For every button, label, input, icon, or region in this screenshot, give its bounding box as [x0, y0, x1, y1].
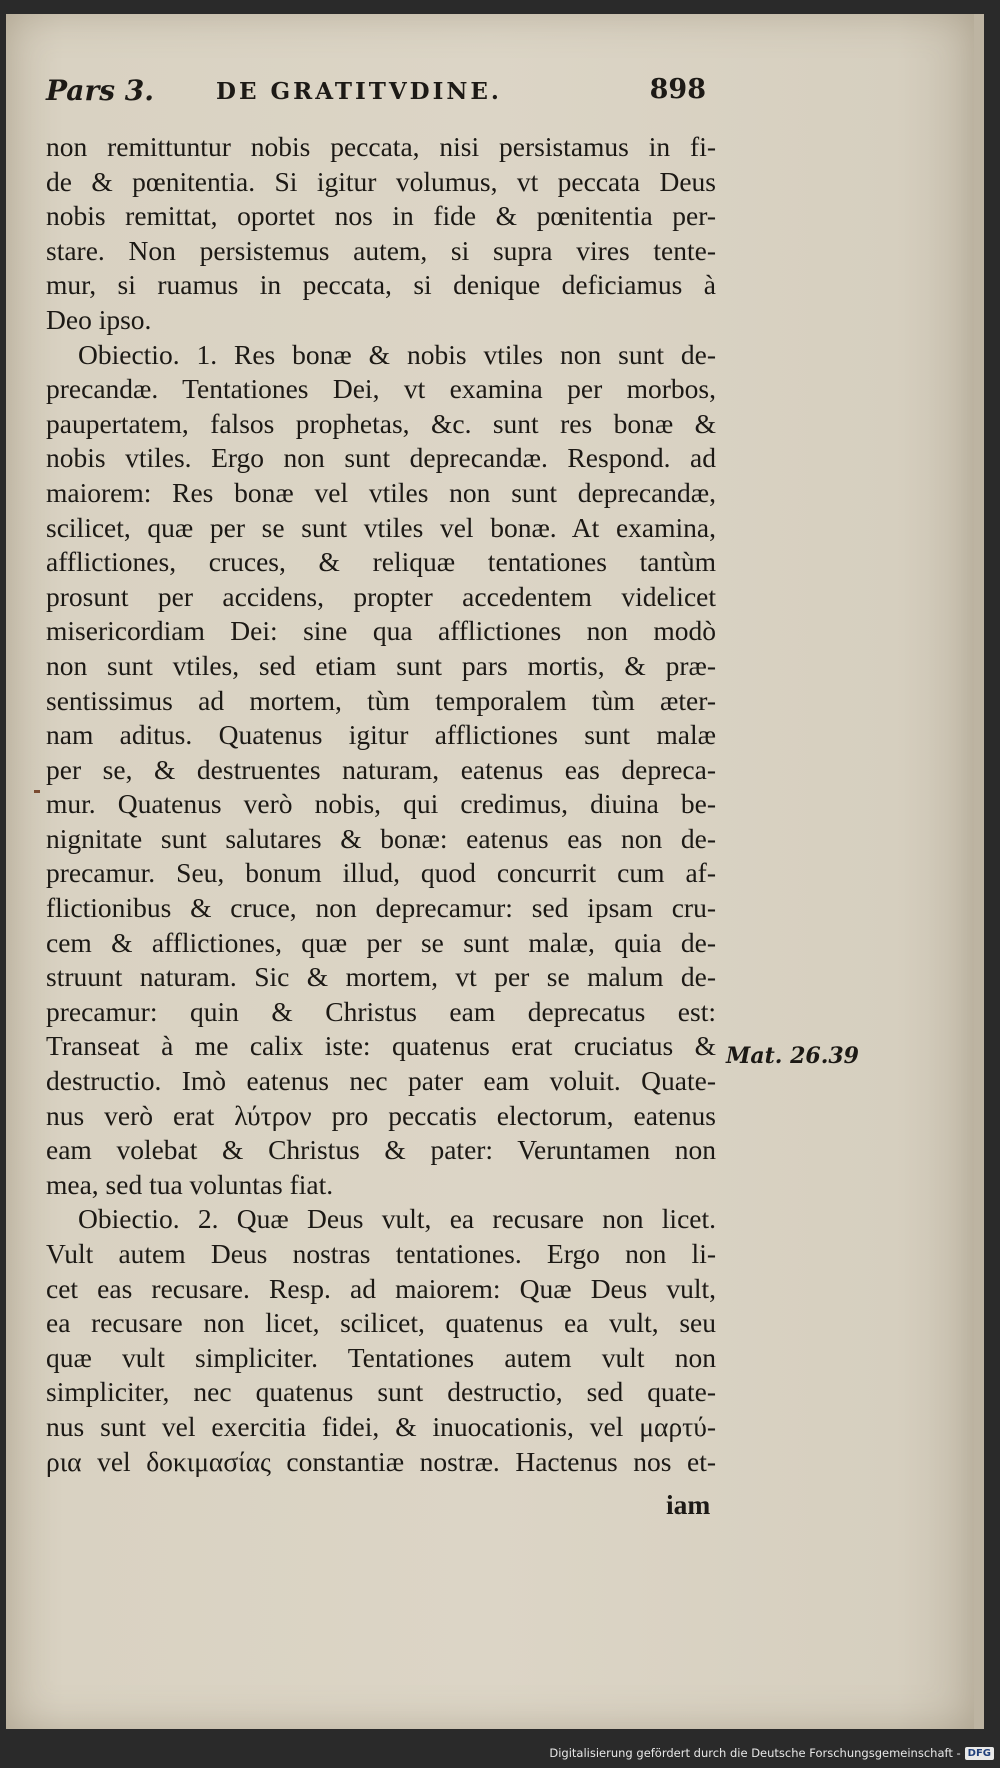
text-line: non remittuntur nobis peccata, nisi persistamus in fi- [46, 131, 716, 162]
text-line: destructio. Imò eatenus nec pater eam voluit. Quate- [46, 1065, 716, 1097]
text-line: ρια vel δοκιμασίας constantiæ nostræ. Hactenus nos et- [46, 1445, 716, 1477]
text-line: nus sunt vel exercitia fidei, & inuocationis, vel μαρτύ- [46, 1410, 716, 1442]
text-line: ea recusare non licet, scilicet, quatenus ea vult, seu [46, 1307, 716, 1339]
text-line: scilicet, quæ per se sunt vtiles vel bonæ. At examina, [46, 511, 716, 543]
text-line: cet eas recusare. Resp. ad maiorem: Quæ Deus vult, [46, 1272, 716, 1304]
text-line: maiorem: Res bonæ vel vtiles non sunt deprecandæ, [46, 476, 716, 508]
text-line: Deo ipso. [46, 303, 152, 335]
text-line: nobis remittat, oportet nos in fide & pœnitentia per- [46, 200, 716, 232]
text-line: per se, & destruentes naturam, eatenus eas depreca- [46, 753, 716, 785]
text-line: flictionibus & cruce, non deprecamur: sed ipsam cru- [46, 892, 716, 924]
text-line: Transeat à me calix iste: quatenus erat cruciatus & [46, 1030, 716, 1062]
margin-reference: Mat. 26.39 [726, 1043, 859, 1069]
text-line: Obiectio. 2. Quæ Deus vult, ea recusare non licet. [78, 1203, 716, 1235]
text-line: de & pœnitentia. Si igitur volumus, vt peccata Deus [46, 165, 716, 197]
text-line: sentissimus ad mortem, tùm temporalem tùm æter- [46, 684, 716, 716]
text-line: mur, si ruamus in peccata, si denique deficiamus à [46, 269, 716, 301]
footer-credit: Digitalisierung gefördert durch die Deutsche Forschungsgemeinschaft - [549, 1746, 961, 1760]
paper-page [6, 14, 984, 1729]
body-text [46, 130, 716, 1479]
text-line: eam volebat & Christus & pater: Veruntamen non [46, 1134, 716, 1166]
text-line: precandæ. Tentationes Dei, vt examina per morbos, [46, 373, 716, 405]
text-line: misericordiam Dei: sine qua afflictiones non modò [46, 615, 716, 647]
dfg-logo-icon: DFG [965, 1747, 994, 1760]
text-line: nignitate sunt salutares & bonæ: eatenus eas non de- [46, 822, 716, 854]
digitization-footer [549, 1742, 994, 1764]
text-line: nus verò erat λύτρον pro peccatis electorum, eatenus [46, 1099, 716, 1131]
text-line: stare. Non persistemus autem, si supra vires tente- [46, 234, 716, 266]
text-line: precamur: quin & Christus eam deprecatus est: [46, 995, 716, 1027]
text-line: paupertatem, falsos prophetas, &c. sunt res bonæ & [46, 407, 716, 439]
text-line: nam aditus. Quatenus igitur afflictiones sunt malæ [46, 719, 716, 751]
text-line: Obiectio. 1. Res bonæ & nobis vtiles non sunt de- [78, 338, 716, 370]
running-head-left: Pars 3. [46, 74, 154, 107]
text-line: Vult autem Deus nostras tentationes. Ergo non li- [46, 1238, 716, 1269]
text-line: precamur. Seu, bonum illud, quod concurrit cum af- [46, 857, 716, 889]
catchword: iam [666, 1489, 711, 1520]
running-header [46, 74, 706, 114]
text-line: non sunt vtiles, sed etiam sunt pars mortis, & præ- [46, 649, 716, 681]
text-line: cem & afflictiones, quæ per se sunt malæ, quia de- [46, 926, 716, 958]
text-line: nobis vtiles. Ergo non sunt deprecandæ. Respond. ad [46, 442, 716, 474]
text-line: struunt naturam. Sic & mortem, vt per se malum de- [46, 961, 716, 993]
ink-mark [34, 790, 40, 793]
text-line: quæ vult simpliciter. Tentationes autem vult non [46, 1341, 716, 1373]
page-number: 898 [649, 74, 706, 105]
text-line: mea, sed tua voluntas fiat. [46, 1168, 334, 1200]
running-head-title: DE GRATITVDINE. [216, 78, 502, 105]
text-line: prosunt per accidens, propter accedentem videlicet [46, 580, 716, 612]
text-line: afflictiones, cruces, & reliquæ tentationes tantùm [46, 546, 716, 578]
text-line: mur. Quatenus verò nobis, qui credimus, diuina be- [46, 788, 716, 820]
text-line: simpliciter, nec quatenus sunt destructio, sed quate- [46, 1376, 716, 1408]
